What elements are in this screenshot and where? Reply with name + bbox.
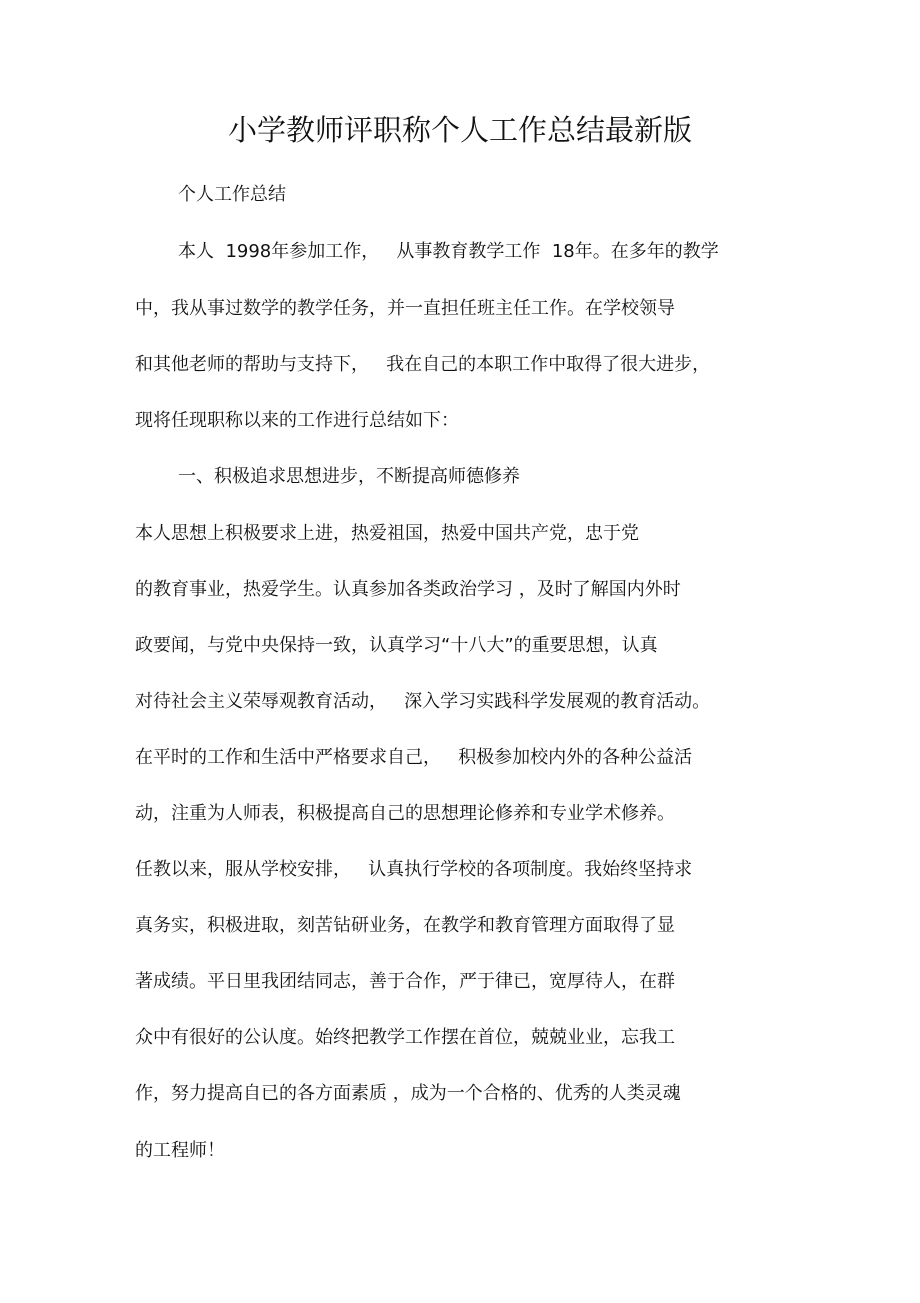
section-heading: 一、积极追求思想进步，不断提高师德修养	[178, 466, 520, 487]
body-line: 众中有很好的公认度。始终把教学工作摆在首位，兢兢业业，忘我工	[135, 1027, 675, 1048]
body-line: 政要闻，与党中央保持一致，认真学习“十八大”的重要思想，认真	[135, 635, 658, 656]
intro-line: 本人 1998年参加工作， 从事教育教学工作 18年。在多年的教学	[178, 241, 719, 262]
body-line: 动，注重为人师表，积极提高自己的思想理论修养和专业学术修养。	[135, 803, 675, 824]
body-line: 的教育事业，热爱学生。认真参加各类政治学习 ，及时了解国内外时	[135, 579, 681, 600]
body-line: 的工程师！	[135, 1140, 225, 1161]
intro-line: 和其他老师的帮助与支持下， 我在自己的本职工作中取得了很大进步，	[135, 354, 711, 375]
body-line: 对待社会主义荣辱观教育活动， 深入学习实践科学发展观的教育活动。	[135, 691, 711, 712]
body-line: 任教以来，服从学校安排， 认真执行学校的各项制度。我始终坚持求	[135, 859, 693, 880]
body-line: 本人思想上积极要求上进，热爱祖国，热爱中国共产党，忠于党	[135, 523, 639, 544]
intro-line: 中，我从事过数学的教学任务，并一直担任班主任工作。在学校领导	[135, 298, 675, 319]
body-line: 在平时的工作和生活中严格要求自己， 积极参加校内外的各种公益活	[135, 747, 693, 768]
subtitle: 个人工作总结	[178, 184, 286, 205]
body-line: 作，努力提高自已的各方面素质 ，成为一个合格的、优秀的人类灵魂	[135, 1083, 681, 1104]
document-title: 小学教师评职称个人工作总结最新版	[227, 113, 692, 147]
body-line: 著成绩。平日里我团结同志，善于合作，严于律已，宽厚待人，在群	[135, 971, 675, 992]
intro-line: 现将任现职称以来的工作进行总结如下：	[135, 410, 459, 431]
body-line: 真务实，积极进取，刻苦钻研业务，在教学和教育管理方面取得了显	[135, 915, 675, 936]
